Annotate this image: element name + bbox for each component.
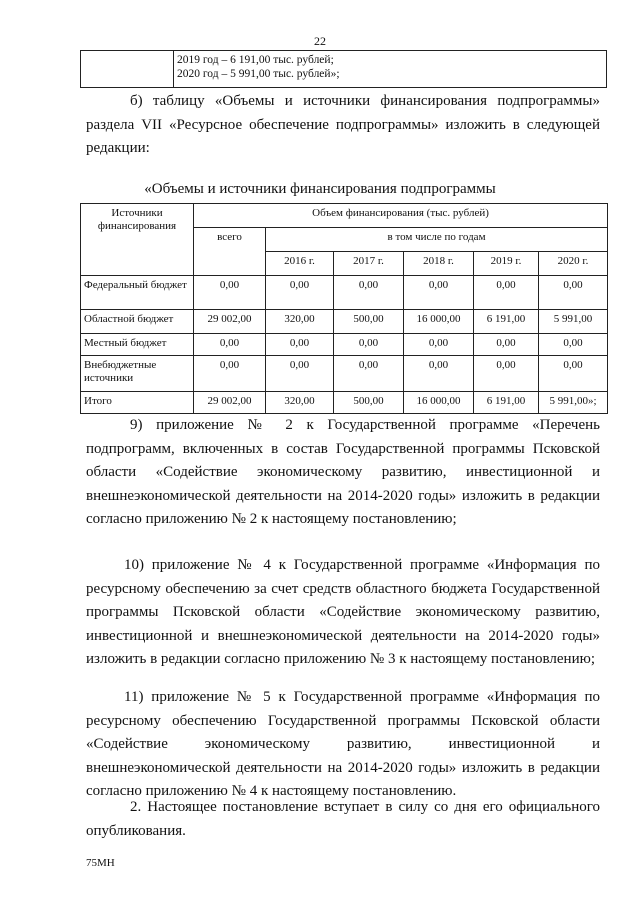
row-value: 6 191,00 (474, 310, 539, 334)
row-value: 0,00 (474, 334, 539, 356)
continued-table (80, 50, 607, 88)
header-year: 2016 г. (266, 252, 334, 276)
row-value: 0,00 (404, 334, 474, 356)
continued-line-2020: 2020 год – 5 991,00 тыс. рублей»; (177, 68, 340, 80)
row-source: Внебюджетные источники (81, 356, 194, 392)
paragraph-b: б) таблицу «Объемы и источники финансирования подпрограммы» раздела VII «Ресурсное обеспечение подпрограммы» изложить в следующей редакции: (86, 93, 600, 156)
header-year: 2019 г. (474, 252, 539, 276)
row-value: 5 991,00»; (539, 392, 608, 414)
row-value: 6 191,00 (474, 392, 539, 414)
row-value: 0,00 (334, 356, 404, 392)
paragraph-11: 11) приложение № 5 к Государственной программе «Информация по ресурсному обеспечению Государственной программы Псковской области «Содействие экономическому развитию, инвестиционной и внешнеэкономической деятельности на 2014-2020 годы» изложить в редакции согласно приложению № 4 к настоящему постановлению. (86, 689, 600, 799)
continued-table-empty-cell (81, 51, 174, 88)
row-value: 16 000,00 (404, 392, 474, 414)
row-value: 320,00 (266, 392, 334, 414)
table-row-total (81, 392, 608, 414)
row-value: 0,00 (404, 276, 474, 310)
paragraph-2: 2. Настоящее постановление вступает в силу со дня его официального опубликования. (86, 799, 600, 839)
row-value: 0,00 (266, 356, 334, 392)
header-year: 2017 г. (334, 252, 404, 276)
table-row (81, 310, 608, 334)
row-value: 29 002,00 (194, 310, 266, 334)
row-value: 0,00 (194, 276, 266, 310)
header-sources: Источники финансирования (81, 204, 194, 276)
continued-table-text-cell (174, 51, 607, 88)
row-value: 500,00 (334, 310, 404, 334)
financing-table (80, 203, 608, 414)
table-row (81, 334, 608, 356)
row-value: 500,00 (334, 392, 404, 414)
footer-code: 75МН (86, 857, 115, 869)
table-row (81, 356, 608, 392)
row-value: 0,00 (266, 334, 334, 356)
row-source: Итого (81, 392, 194, 414)
row-value: 0,00 (539, 356, 608, 392)
header-total: всего (194, 228, 266, 276)
row-value: 5 991,00 (539, 310, 608, 334)
row-value: 16 000,00 (404, 310, 474, 334)
row-value: 29 002,00 (194, 392, 266, 414)
header-year: 2020 г. (539, 252, 608, 276)
row-value: 0,00 (194, 334, 266, 356)
row-value: 0,00 (334, 276, 404, 310)
row-source: Областной бюджет (81, 310, 194, 334)
paragraph-9: 9) приложение № 2 к Государственной программе «Перечень подпрограмм, включенных в состав Государственной программы Псковской области «Содействие экономическому развитию, инвестиционной и внешнеэкономической деятельности на 2014-2020 годы» изложить в редакции согласно приложению № 2 к настоящему постановлению; (86, 417, 600, 527)
paragraph-10: 10) приложение № 4 к Государственной программе «Информация по ресурсному обеспечению за счет средств областного бюджета Государственной программы Псковской области «Содействие экономическому развитию, инвестиционной и внешнеэкономической деятельности на 2014-2020 годы» изложить в редакции согласно приложению № 3 к настоящему постановлению; (86, 557, 600, 667)
row-value: 0,00 (334, 334, 404, 356)
table-caption: «Объемы и источники финансирования подпрограммы (144, 181, 496, 197)
row-value: 0,00 (404, 356, 474, 392)
row-value: 0,00 (539, 276, 608, 310)
header-year: 2018 г. (404, 252, 474, 276)
row-value: 0,00 (539, 334, 608, 356)
table-row (81, 276, 608, 310)
row-value: 0,00 (474, 356, 539, 392)
header-volume: Объем финансирования (тыс. рублей) (194, 204, 608, 228)
row-value: 320,00 (266, 310, 334, 334)
row-value: 0,00 (474, 276, 539, 310)
row-value: 0,00 (266, 276, 334, 310)
continued-line-2019: 2019 год – 6 191,00 тыс. рублей; (177, 54, 334, 66)
page-number: 22 (314, 34, 326, 48)
row-source: Местный бюджет (81, 334, 194, 356)
row-value: 0,00 (194, 356, 266, 392)
row-source: Федеральный бюджет (81, 276, 194, 310)
header-by-years: в том числе по годам (266, 228, 608, 252)
